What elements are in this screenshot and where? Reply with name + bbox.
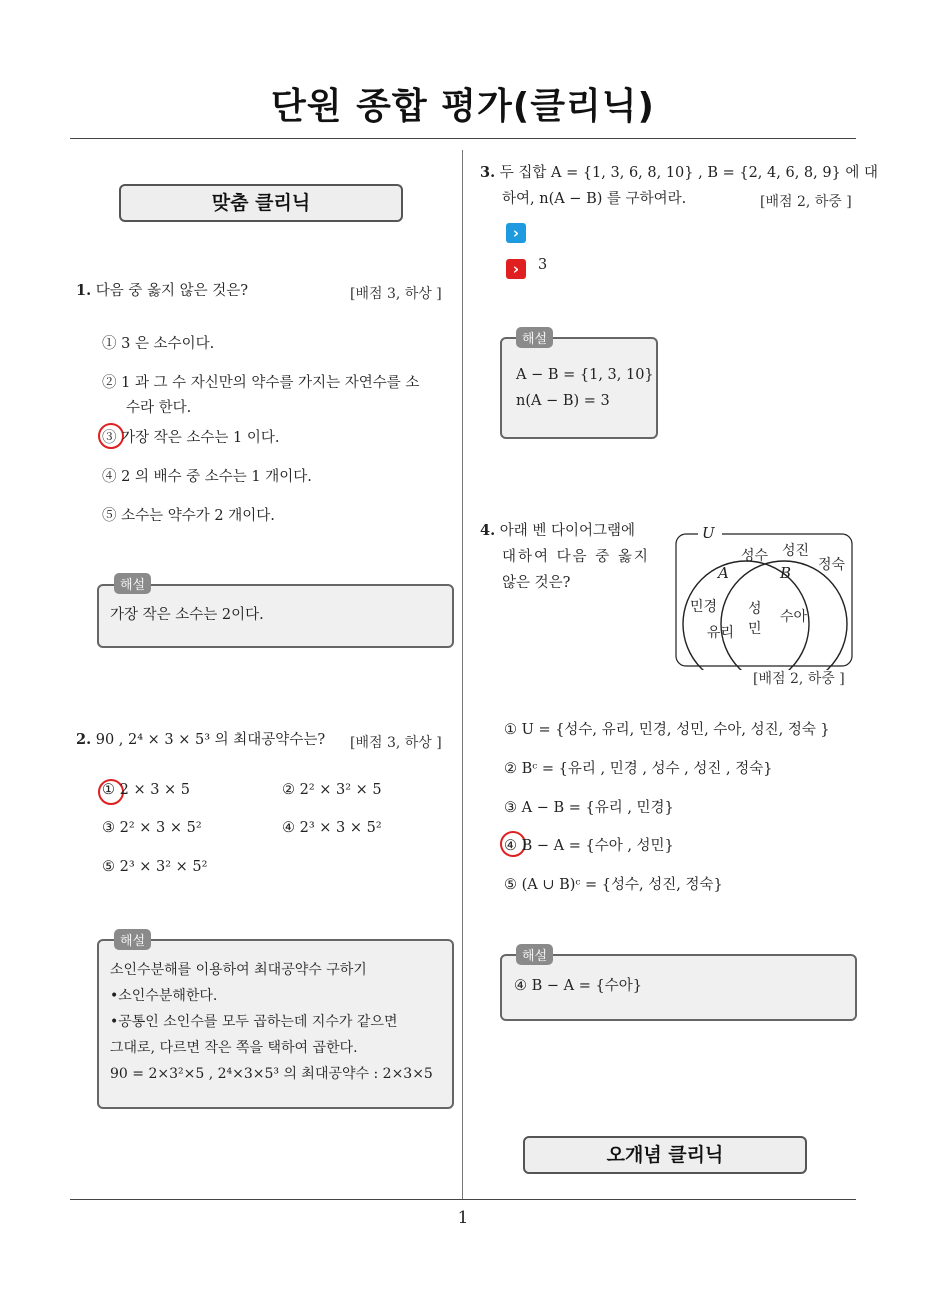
question-text-line2: 하여, n(A − B) 를 구하여라.	[502, 191, 687, 207]
solution-tag: 해설	[516, 944, 553, 965]
solution-line: •공통인 소인수를 모두 곱하는데 지수가 같으면	[110, 1014, 398, 1030]
solution-text: 가장 작은 소수는 2이다.	[110, 607, 264, 623]
solution-line: 소인수분해를 이용하여 최대공약수 구하기	[110, 962, 367, 978]
answer-value: 3	[538, 257, 548, 273]
option[interactable]: ③ 가장 작은 소수는 1 이다.	[102, 430, 280, 446]
chevron-right-icon[interactable]: ›	[506, 259, 526, 279]
question-text: 90 , 2⁴ × 3 × 5³ 의 최대공약수는?	[95, 732, 326, 748]
venn-element: 유리	[707, 625, 735, 641]
solution-tag: 해설	[516, 327, 553, 348]
solution-line: 90 = 2×3²×5 , 2⁴×3×5³ 의 최대공약수 : 2×3×5	[110, 1066, 433, 1082]
question-1	[76, 278, 248, 304]
question-number: 3.	[480, 164, 496, 181]
option[interactable]: ④ 2³ × 3 × 5²	[282, 820, 382, 836]
venn-element: 민	[748, 621, 762, 637]
question-meta: [배점 3, 하상 ]	[350, 735, 442, 751]
column-divider	[462, 150, 463, 1200]
option-continued: 수라 한다.	[126, 400, 192, 416]
solution-text	[110, 957, 433, 1087]
venn-element: 성진	[782, 543, 810, 559]
venn-label-a: A	[718, 564, 729, 582]
question-number: 2.	[76, 731, 92, 748]
question-text: 두 집합 A = {1, 3, 6, 8, 10} , B = {2, 4, 6, 8, 9} 에 대	[499, 165, 879, 181]
question-number: 1.	[76, 282, 92, 299]
page-title: 단원 종합 평가(클리닉)	[271, 86, 655, 127]
question-3	[480, 160, 878, 186]
section-misconception-clinic: 오개념 클리닉	[523, 1136, 807, 1174]
venn-element: 성	[748, 601, 762, 617]
solution-text	[516, 362, 654, 414]
question-number: 4.	[480, 522, 496, 539]
option[interactable]: ④ B − A = {수아 , 성민}	[504, 838, 674, 854]
question-2	[76, 727, 325, 753]
question-meta: [배점 2, 하중 ]	[753, 671, 845, 687]
option[interactable]: ⑤ 소수는 약수가 2 개이다.	[102, 508, 275, 524]
solution-tag: 해설	[114, 573, 151, 594]
question-text-line3: 않은 것은?	[502, 575, 571, 591]
solution-line: n(A − B) = 3	[516, 393, 610, 409]
option[interactable]: ① 2 × 3 × 5	[102, 782, 191, 798]
question-4	[480, 518, 635, 544]
question-text: 아래 벤 다이어그램에	[499, 523, 636, 539]
option[interactable]: ① U = {성수, 유리, 민경, 성민, 수아, 성진, 정숙 }	[504, 722, 830, 738]
solution-tag: 해설	[114, 929, 151, 950]
venn-element: 성수	[741, 548, 769, 564]
venn-label-u: U	[702, 524, 715, 542]
question-text-line2: 대하여 다음 중 옳지	[502, 549, 650, 565]
option[interactable]: ② 1 과 그 수 자신만의 약수를 가지는 자연수를 소	[102, 375, 420, 391]
venn-element: 수아	[780, 609, 808, 625]
option[interactable]: ② 2² × 3² × 5	[282, 782, 382, 798]
option[interactable]: ② Bᶜ = {유리 , 민경 , 성수 , 성진 , 정숙}	[504, 761, 773, 777]
option[interactable]: ③ A − B = {유리 , 민경}	[504, 800, 674, 816]
solution-line: A − B = {1, 3, 10}	[516, 367, 654, 383]
venn-element: 민경	[690, 599, 718, 615]
footer-rule	[70, 1199, 856, 1200]
option[interactable]: ① 3 은 소수이다.	[102, 336, 215, 352]
option[interactable]: ⑤ (A ∪ B)ᶜ = {성수, 성진, 정숙}	[504, 877, 723, 893]
solution-text: ④ B − A = {수아}	[514, 978, 642, 994]
solution-line: 그대로, 다르면 작은 쪽을 택하여 곱한다.	[110, 1040, 358, 1056]
page-number: 1	[457, 1208, 469, 1228]
venn-label-b: B	[780, 564, 792, 582]
header-rule	[70, 138, 856, 139]
option[interactable]: ④ 2 의 배수 중 소수는 1 개이다.	[102, 469, 312, 485]
venn-element: 정숙	[818, 557, 846, 573]
option[interactable]: ⑤ 2³ × 3² × 5²	[102, 859, 208, 875]
option[interactable]: ③ 2² × 3 × 5²	[102, 820, 202, 836]
question-meta: [배점 2, 하중 ]	[760, 194, 852, 210]
section-match-clinic: 맞춤 클리닉	[119, 184, 403, 222]
chevron-right-icon[interactable]: ›	[506, 223, 526, 243]
question-text: 다음 중 옳지 않은 것은?	[95, 283, 249, 299]
solution-line: •소인수분해한다.	[110, 988, 218, 1004]
question-meta: [배점 3, 하상 ]	[350, 286, 442, 302]
